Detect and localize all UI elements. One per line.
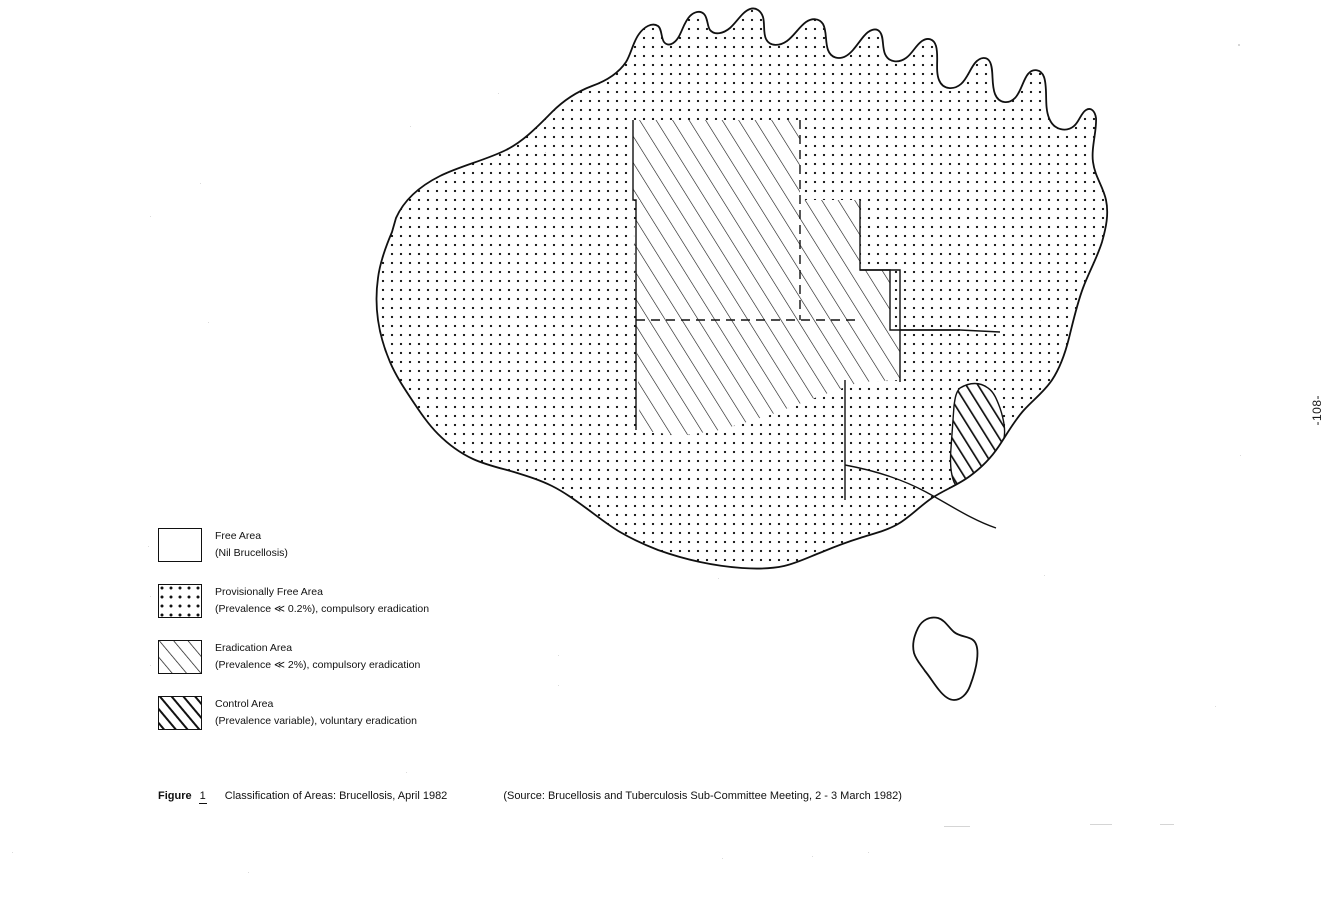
legend-subtitle-eradication-area: (Prevalence ≪ 2%), compulsory eradication xyxy=(215,659,421,671)
legend xyxy=(158,528,718,752)
legend-subtitle-free-area: (Nil Brucellosis) xyxy=(215,547,288,559)
legend-subtitle-control-area: (Prevalence variable), voluntary eradication xyxy=(215,715,417,727)
figure-caption xyxy=(158,790,1278,802)
legend-swatch-eradication-area xyxy=(158,640,202,674)
legend-title-free-area: Free Area xyxy=(215,530,262,542)
legend-item-free-area xyxy=(158,528,718,562)
figure-number: 1 xyxy=(199,790,206,802)
legend-swatch-provisionally-free-area xyxy=(158,584,202,618)
legend-title-control-area: Control Area xyxy=(215,698,274,710)
figure-word: Figure xyxy=(158,790,192,802)
legend-subtitle-provisionally-free-area: (Prevalence ≪ 0.2%), compulsory eradication xyxy=(215,603,430,615)
tasmania-outline xyxy=(913,617,977,700)
figure-source: (Source: Brucellosis and Tuberculosis Sub-Committee Meeting, 2 - 3 March 1982) xyxy=(503,790,902,802)
diagonal-lines-pattern-icon xyxy=(159,641,201,673)
heavy-diagonal-lines-pattern-icon xyxy=(159,697,201,729)
legend-title-eradication-area: Eradication Area xyxy=(215,642,293,654)
legend-item-provisionally-free-area xyxy=(158,584,718,618)
legend-swatch-control-area xyxy=(158,696,202,730)
region-control-fill xyxy=(950,384,1004,495)
figure-title: Classification of Areas: Brucellosis, April 1982 xyxy=(224,790,448,802)
legend-item-control-area xyxy=(158,696,718,730)
page-number: -108- xyxy=(1310,395,1324,426)
tasmania xyxy=(913,617,977,700)
dots-pattern-icon xyxy=(159,585,201,617)
legend-swatch-free-area xyxy=(158,528,202,562)
legend-title-provisionally-free-area: Provisionally Free Area xyxy=(215,586,323,598)
legend-item-eradication-area xyxy=(158,640,718,674)
